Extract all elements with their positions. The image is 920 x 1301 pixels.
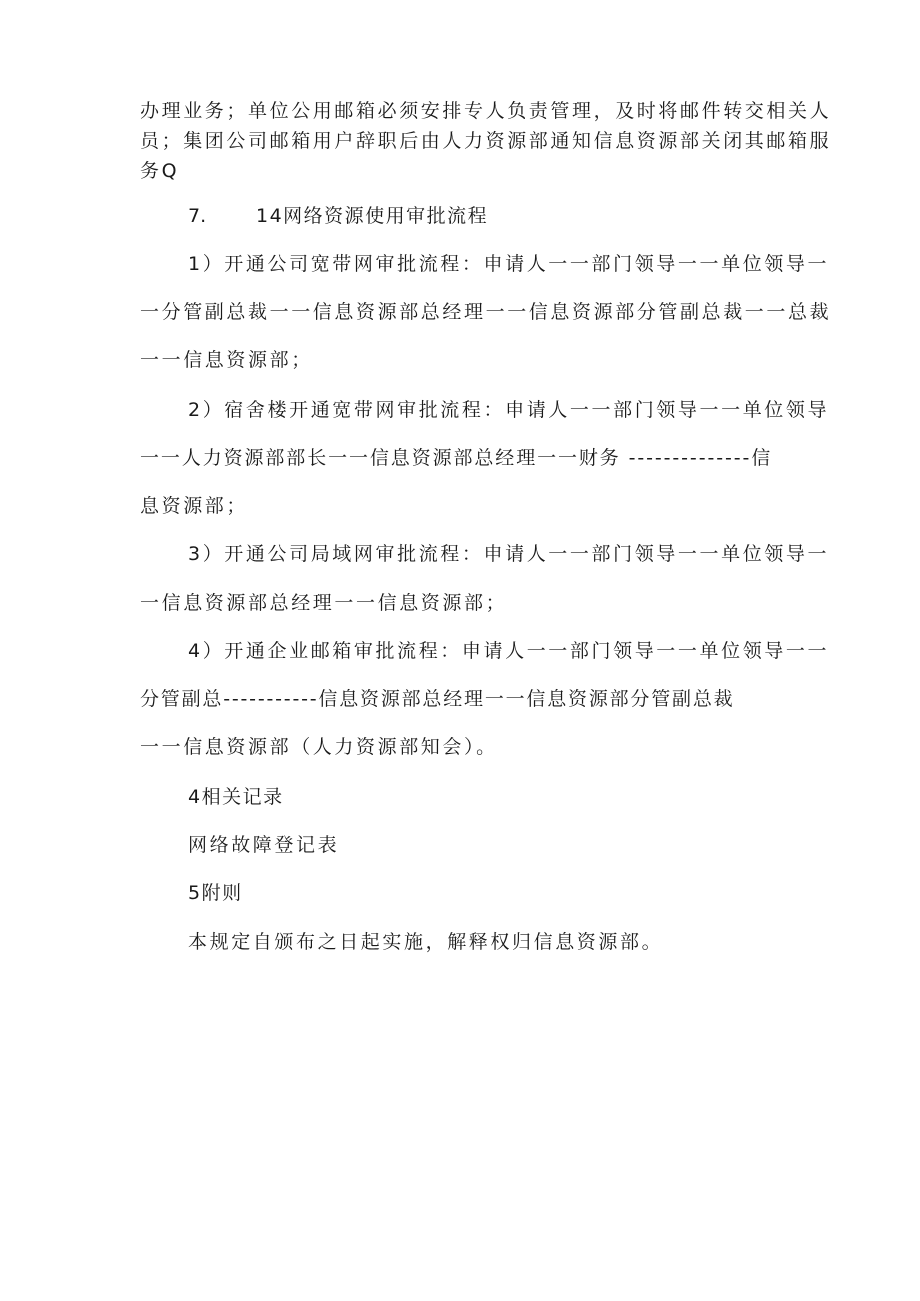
item-1-line-2: 一分管副总裁一一信息资源部总经理一一信息资源部分管副总裁一一总裁 xyxy=(140,301,832,323)
item-2-line-1: 2）宿舍楼开通宽带网审批流程：申请人一一部门领导一一单位领导 xyxy=(188,399,830,421)
intro-line-1: 办理业务；单位公用邮箱必须安排专人负责管理，及时将邮件转交相关人 xyxy=(140,100,832,122)
section-4-record: 网络故障登记表 xyxy=(188,834,340,856)
item-2-line-3: 息资源部； xyxy=(140,495,249,517)
item-4-line-3: 一一信息资源部（人力资源部知会）。 xyxy=(140,736,498,758)
section-7-14-title: 14网络资源使用审批流程 xyxy=(256,205,489,227)
item-4-line-2: 分管副总-----------信息资源部总经理一一信息资源部分管副总裁 xyxy=(140,688,735,710)
item-4-line-1: 4）开通企业邮箱审批流程：申请人一一部门领导一一单位领导一一 xyxy=(188,640,830,662)
intro-line-3: 务Q xyxy=(140,160,180,182)
item-1-line-3: 一一信息资源部； xyxy=(140,349,313,371)
section-7-number: 7. xyxy=(188,205,207,227)
item-3-line-2: 一信息资源部总经理一一信息资源部； xyxy=(140,592,508,614)
item-3-line-1: 3）开通公司局域网审批流程：申请人一一部门领导一一单位领导一 xyxy=(188,543,830,565)
section-4-title: 4相关记录 xyxy=(188,786,284,808)
item-2-line-2: 一一人力资源部部长一一信息资源部总经理一一财务 --------------信 xyxy=(140,447,773,469)
section-5-title: 5附则 xyxy=(188,882,243,904)
section-5-text: 本规定自颁布之日起实施，解释权归信息资源部。 xyxy=(188,931,664,953)
item-1-line-1: 1）开通公司宽带网审批流程：申请人一一部门领导一一单位领导一 xyxy=(188,253,830,275)
intro-line-2: 员；集团公司邮箱用户辞职后由人力资源部通知信息资源部关闭其邮箱服 xyxy=(140,130,832,152)
